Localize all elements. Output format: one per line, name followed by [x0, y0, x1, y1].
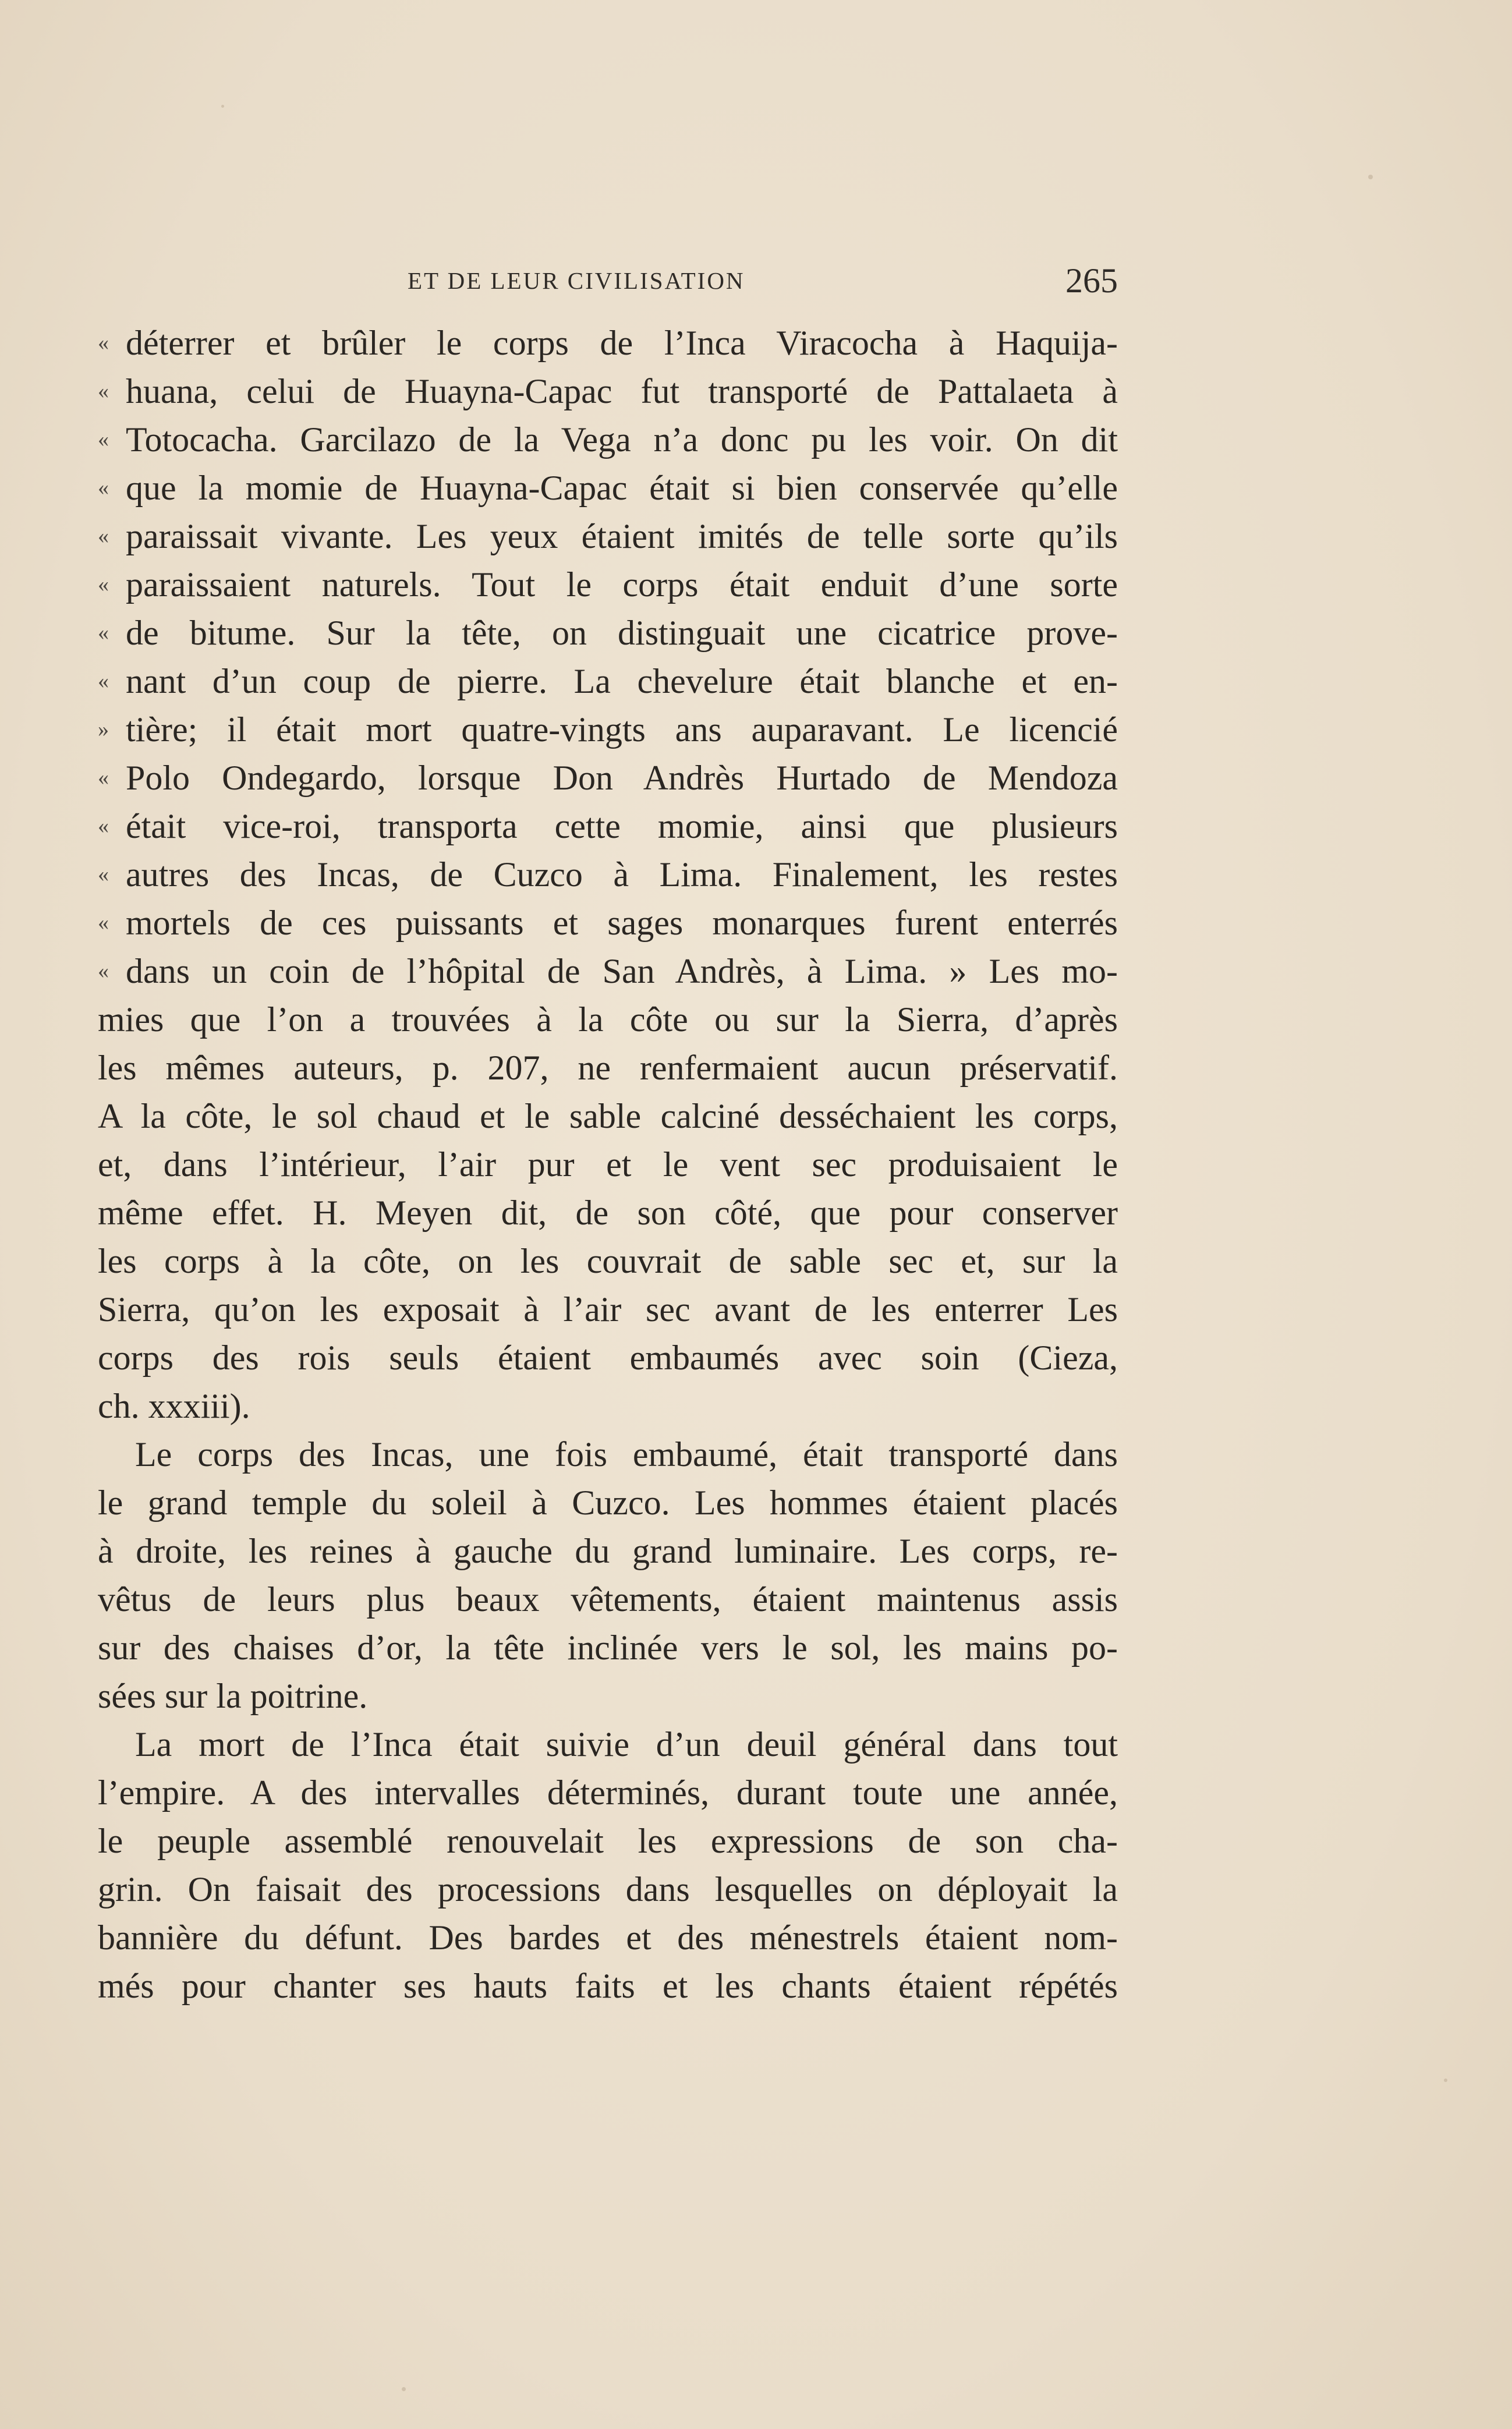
running-head: ET DE LEUR CIVILISATION — [408, 267, 745, 294]
text-line-content — [98, 1720, 1118, 1769]
text-line — [98, 899, 1118, 947]
quote-mark: « — [98, 572, 109, 597]
quote-mark: « — [98, 621, 109, 645]
line-text: més pour chanter ses hauts faits et les chants étaient répétés — [98, 1967, 1118, 2005]
text-line — [98, 1479, 1118, 1527]
quote-mark: « — [98, 814, 109, 838]
line-text: tière; il était mort quatre-vingts ans auparavant. Le licencié — [126, 710, 1118, 749]
text-line-content — [98, 367, 1118, 416]
page-number: 265 — [1065, 261, 1118, 300]
text-line-content — [98, 1237, 1118, 1286]
quote-mark: « — [98, 524, 109, 548]
quote-mark: » — [98, 717, 109, 742]
text-line-content — [98, 1865, 1118, 1914]
text-line — [98, 1624, 1118, 1672]
text-line — [98, 1431, 1118, 1479]
text-line — [98, 802, 1118, 851]
text-line-content — [98, 1382, 1118, 1431]
text-line — [98, 561, 1118, 609]
text-line — [98, 1769, 1118, 1817]
text-line-content — [98, 319, 1118, 367]
text-line — [98, 754, 1118, 802]
text-line-content — [98, 1624, 1118, 1672]
quote-mark: « — [98, 331, 109, 355]
paper-spot — [1368, 175, 1373, 179]
line-text: Le corps des Incas, une fois embaumé, était transporté dans — [135, 1435, 1118, 1474]
quote-mark: « — [98, 766, 109, 790]
text-line-content — [98, 609, 1118, 657]
line-text: l’empire. A des intervalles déterminés, durant toute une année, — [98, 1773, 1118, 1812]
line-text: à droite, les reines à gauche du grand luminaire. Les corps, re- — [98, 1532, 1118, 1570]
line-text: paraissait vivante. Les yeux étaient imités de telle sorte qu’ils — [126, 517, 1118, 555]
line-text: corps des rois seuls étaient embaumés avec soin (Cieza, — [98, 1339, 1118, 1377]
text-line — [98, 1817, 1118, 1865]
text-line — [98, 512, 1118, 561]
text-line — [98, 1720, 1118, 1769]
text-line — [98, 1962, 1118, 2010]
text-line-content — [98, 1141, 1118, 1189]
text-line — [98, 1141, 1118, 1189]
text-line-content — [98, 1527, 1118, 1575]
text-line-content — [98, 1189, 1118, 1237]
text-line — [98, 464, 1118, 512]
text-line-content — [98, 657, 1118, 706]
line-text: les corps à la côte, on les couvrait de sable sec et, sur la — [98, 1242, 1118, 1280]
text-line-content — [98, 416, 1118, 464]
line-text: ch. xxxiii). — [98, 1387, 250, 1425]
text-line — [98, 851, 1118, 899]
text-line — [98, 367, 1118, 416]
text-line-content — [98, 947, 1118, 996]
text-line-content — [98, 1769, 1118, 1817]
line-text: bannière du défunt. Des bardes et des ménestrels étaient nom- — [98, 1918, 1118, 1957]
text-line — [98, 947, 1118, 996]
body-text — [98, 319, 1118, 2010]
line-text: Sierra, qu’on les exposait à l’air sec avant de les enterrer Les — [98, 1290, 1118, 1329]
text-line-content — [98, 1817, 1118, 1865]
text-line-content — [98, 1962, 1118, 2010]
text-line-content — [98, 464, 1118, 512]
quote-mark: « — [98, 911, 109, 935]
quote-mark: « — [98, 959, 109, 983]
line-text: Totocacha. Garcilazo de la Vega n’a donc pu les voir. On dit — [126, 420, 1118, 459]
text-line-content — [98, 1044, 1118, 1092]
text-line — [98, 996, 1118, 1044]
line-text: même effet. H. Meyen dit, de son côté, que pour conserver — [98, 1194, 1118, 1232]
text-line — [98, 1382, 1118, 1431]
text-line — [98, 657, 1118, 706]
quote-mark: « — [98, 669, 109, 693]
text-line — [98, 1865, 1118, 1914]
quote-mark: « — [98, 427, 109, 452]
text-line — [98, 1527, 1118, 1575]
text-line-content — [98, 802, 1118, 851]
paper-spot — [402, 2387, 406, 2391]
text-line — [98, 1044, 1118, 1092]
text-line — [98, 1189, 1118, 1237]
text-line-content — [98, 899, 1118, 947]
line-text: grin. On faisait des processions dans lesquelles on déployait la — [98, 1870, 1118, 1908]
line-text: paraissaient naturels. Tout le corps était enduit d’une sorte — [126, 565, 1118, 604]
line-text: mies que l’on a trouvées à la côte ou sur la Sierra, d’après — [98, 1000, 1118, 1039]
text-line-content — [98, 1672, 1118, 1720]
text-line-content — [98, 996, 1118, 1044]
text-line-content — [98, 1334, 1118, 1382]
text-line-content — [98, 754, 1118, 802]
line-text: Polo Ondegardo, lorsque Don Andrès Hurtado de Mendoza — [126, 759, 1118, 797]
quote-mark: « — [98, 862, 109, 887]
text-line — [98, 1334, 1118, 1382]
line-text: le grand temple du soleil à Cuzco. Les hommes étaient placés — [98, 1483, 1118, 1522]
text-line — [98, 416, 1118, 464]
text-line-content — [98, 706, 1118, 754]
line-text: autres des Incas, de Cuzco à Lima. Finalement, les restes — [126, 855, 1118, 894]
text-line-content — [98, 1092, 1118, 1141]
text-line — [98, 1237, 1118, 1286]
text-line-content — [98, 1575, 1118, 1624]
text-line — [98, 1672, 1118, 1720]
line-text: sur des chaises d’or, la tête inclinée vers le sol, les mains po- — [98, 1628, 1118, 1667]
line-text: La mort de l’Inca était suivie d’un deuil général dans tout — [135, 1725, 1118, 1764]
text-line-content — [98, 1479, 1118, 1527]
text-line-content — [98, 512, 1118, 561]
line-text: huana, celui de Huayna-Capac fut transporté de Pattalaeta à — [126, 372, 1118, 410]
quote-mark: « — [98, 476, 109, 500]
text-line — [98, 706, 1118, 754]
text-line — [98, 1575, 1118, 1624]
line-text: sées sur la poitrine. — [98, 1677, 368, 1715]
paper-spot — [221, 105, 224, 108]
text-line — [98, 1286, 1118, 1334]
line-text: de bitume. Sur la tête, on distinguait une cicatrice prove- — [126, 614, 1118, 652]
line-text: mortels de ces puissants et sages monarques furent enterrés — [126, 904, 1118, 942]
page-header — [99, 261, 1118, 302]
text-line-content — [98, 1431, 1118, 1479]
text-line-content — [98, 1286, 1118, 1334]
text-line-content — [98, 561, 1118, 609]
line-text: que la momie de Huayna-Capac était si bien conservée qu’elle — [126, 469, 1118, 507]
text-line — [98, 1092, 1118, 1141]
line-text: déterrer et brûler le corps de l’Inca Viracocha à Haquija- — [126, 324, 1118, 362]
line-text: était vice-roi, transporta cette momie, ainsi que plusieurs — [126, 807, 1118, 845]
paper-spot — [1444, 2079, 1447, 2082]
line-text: les mêmes auteurs, p. 207, ne renfermaient aucun préservatif. — [98, 1049, 1118, 1087]
line-text: A la côte, le sol chaud et le sable calciné desséchaient les corps, — [98, 1097, 1118, 1135]
text-line — [98, 1914, 1118, 1962]
text-line — [98, 609, 1118, 657]
line-text: vêtus de leurs plus beaux vêtements, étaient maintenus assis — [98, 1580, 1118, 1619]
text-line-content — [98, 1914, 1118, 1962]
line-text: dans un coin de l’hôpital de San Andrès, à Lima. » Les mo- — [126, 952, 1118, 990]
text-line-content — [98, 851, 1118, 899]
line-text: le peuple assemblé renouvelait les expressions de son cha- — [98, 1822, 1118, 1860]
line-text: nant d’un coup de pierre. La chevelure était blanche et en- — [126, 662, 1118, 700]
text-line — [98, 319, 1118, 367]
line-text: et, dans l’intérieur, l’air pur et le vent sec produisaient le — [98, 1145, 1118, 1184]
quote-mark: « — [98, 379, 109, 403]
